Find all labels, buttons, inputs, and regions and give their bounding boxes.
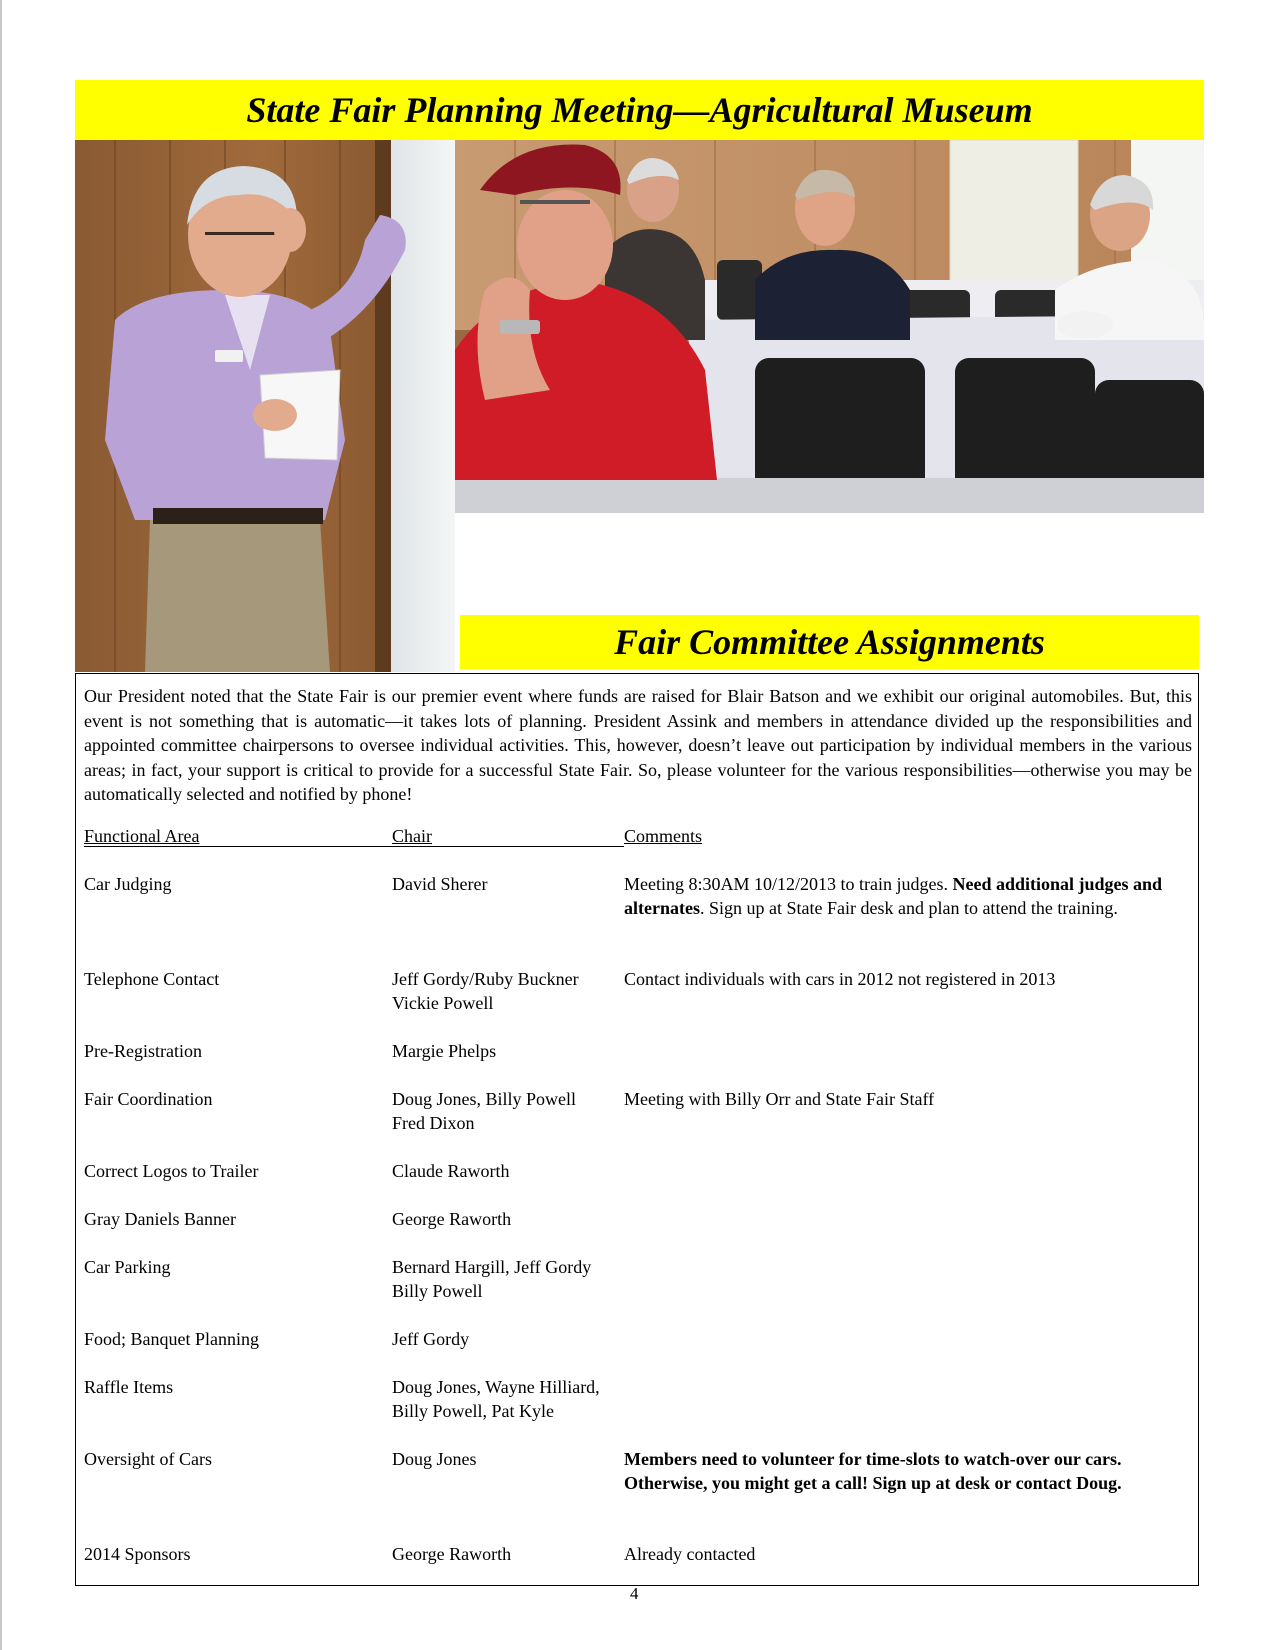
row-chair-line: Fred Dixon — [392, 1113, 475, 1133]
header-underline — [84, 846, 624, 847]
row-chair-line: Doug Jones, Wayne Hilliard, — [392, 1377, 600, 1397]
row-chair: George Raworth — [392, 1209, 512, 1229]
row-area: Car Judging — [84, 874, 172, 894]
photo-speaker — [75, 140, 455, 672]
section-title: Fair Committee Assignments — [614, 622, 1045, 662]
row-comments: Already contacted — [624, 1544, 756, 1564]
row-area: Correct Logos to Trailer — [84, 1161, 259, 1181]
row-chair: Margie Phelps — [392, 1041, 497, 1061]
row-chair-line: Bernard Hargill, Jeff Gordy — [392, 1257, 592, 1277]
row-chair: Jeff Gordy — [392, 1329, 470, 1349]
assignments-box — [75, 673, 1199, 1586]
row-chair — [392, 1087, 624, 1135]
photo-meeting-table — [455, 140, 1204, 513]
row-chair: George Raworth — [392, 1544, 512, 1564]
row-chair — [392, 1255, 652, 1303]
row-area: Oversight of Cars — [84, 1449, 212, 1469]
row-area: Raffle Items — [84, 1377, 174, 1397]
page-edge-rule — [0, 0, 2, 1650]
row-chair: Doug Jones — [392, 1449, 477, 1469]
header-chair: Chair — [392, 826, 432, 846]
page-title: State Fair Planning Meeting—Agricultural Museum — [246, 90, 1033, 130]
row-chair: David Sherer — [392, 874, 488, 894]
row-comments: Meeting with Billy Orr and State Fair Staff — [624, 1089, 935, 1109]
row-chair-line: Jeff Gordy/Ruby Buckner — [392, 969, 579, 989]
row-area: Telephone Contact — [84, 969, 220, 989]
page-title-banner — [75, 80, 1204, 140]
row-chair-line: Vickie Powell — [392, 993, 494, 1013]
row-comments-emphasis: Need additional judges and alternates — [624, 874, 1163, 918]
row-area: Car Parking — [84, 1257, 171, 1277]
row-area: Pre-Registration — [84, 1041, 202, 1061]
header-functional-area: Functional Area — [84, 826, 200, 846]
header-comments: Comments — [624, 826, 703, 846]
row-area: Gray Daniels Banner — [84, 1209, 236, 1229]
intro-paragraph: Our President noted that the State Fair is our premier event where funds are raised for Blair Batson and we exhibit our original automobiles. But, this event is not something that is automatic—it takes lots of planning. President Assink and members in attendance divided up the responsibilities and appointed committee chairpersons to oversee individual activities. This, however, doesn’t leave out participation by individual members in the various areas; in fact, your support is critical to provide for a successful State Fair. So, please volunteer for the various responsibilities—otherwise you may be automatically selected and notified by phone! — [84, 686, 1192, 804]
row-chair — [392, 967, 624, 1015]
row-comments-text: . Sign up at State Fair desk and plan to attend the training. — [699, 898, 1118, 918]
row-chair-line: Billy Powell — [392, 1281, 483, 1301]
photo-speaker-image — [75, 140, 455, 672]
row-area: Fair Coordination — [84, 1089, 213, 1109]
row-comments — [624, 872, 1164, 920]
row-chair-line: Doug Jones, Billy Powell — [392, 1089, 577, 1109]
row-chair: Claude Raworth — [392, 1161, 510, 1181]
row-comments-text: Meeting 8:30AM 10/12/2013 to train judges. — [624, 874, 953, 894]
page-number: 4 — [630, 1584, 639, 1603]
row-area: Food; Banquet Planning — [84, 1329, 259, 1349]
row-comments: Contact individuals with cars in 2012 not registered in 2013 — [624, 969, 1056, 989]
row-comments: Members need to volunteer for time-slots to watch-over our cars. Otherwise, you might get a call! Sign up at desk or contact Doug. — [624, 1449, 1122, 1493]
section-title-banner — [460, 615, 1199, 669]
photo-meeting-table-image — [455, 140, 1204, 513]
row-area: 2014 Sponsors — [84, 1544, 191, 1564]
row-chair — [392, 1375, 652, 1423]
row-chair-line: Billy Powell, Pat Kyle — [392, 1401, 554, 1421]
